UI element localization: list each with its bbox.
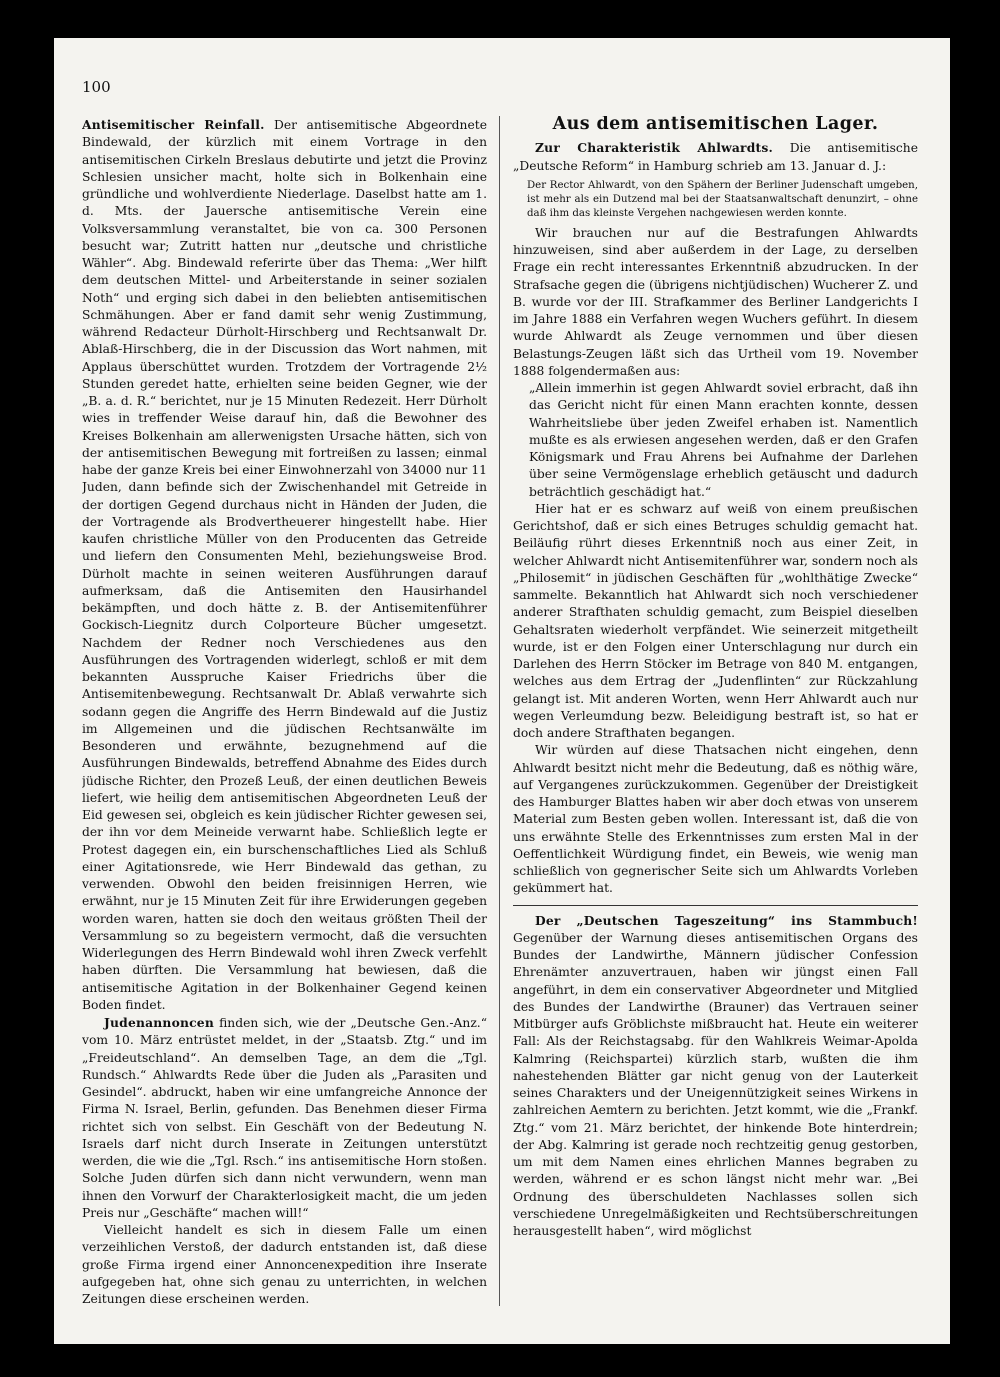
- article-heading: Der „Deutschen Tageszeitung“ ins Stammbuch!: [535, 912, 918, 928]
- section-title: Aus dem antisemitischen Lager.: [552, 116, 879, 134]
- column-divider: [499, 116, 500, 1306]
- court-quote: [529, 380, 918, 501]
- article-heading: Judenannoncen: [104, 1015, 214, 1030]
- article-charakteristik-ahlwardts: [513, 139, 918, 175]
- article-deutsche-tageszeitung: [513, 912, 918, 1241]
- article-body: finden sich, wie der „Deutsche Gen.-Anz.“ vom 10. März entrüstet meldet, in der „Staatsb. Ztg.“ und im „Freideutschland“. An demselben Tage, an dem die „Tgl. Rundsch.“ Ahlwardts Rede über die Juden als „Parasiten und Gesindel“. abdruckt, haben wir eine umfangreiche Annonce der Firma N. Israel, Berlin, gefunden. Das Benehmen dieser Firma richtet sich von selbst. Ein Geschäft von der Bedeutung N. Israels darf nicht durch Inserate in Zeitungen unterstützt werden, die wie die „Tgl. Rsch.“ ins antisemitische Horn stoßen. Solche Juden dürfen sich dann nicht verwundern, wenn man ihnen den Vorwurf der Charakterlosigkeit macht, die um jeden Preis nur „Geschäfte“ machen will!“: [82, 1016, 487, 1220]
- article-body: Die antisemitische „Deutsche Reform“ in Hamburg schrieb am 13. Januar d. J.:: [513, 141, 918, 173]
- article-heading: Zur Charakteristik Ahlwardts.: [535, 140, 774, 156]
- paragraph: Wir würden auf diese Thatsachen nicht eingehen, denn Ahlwardt besitzt nicht mehr die Bedeutung, daß es nöthig wäre, auf Vergangenes zurückzukommen. Gegenüber der Dreistigkeit des Hamburger Blattes haben wir aber doch etwas von unserem Material zum Besten geben wollen. Interessant ist, daß die von uns erwähnte Stelle des Erkenntnisses zum ersten Mal in der Oeffentlichkeit Würdigung findet, ein Beweis, wie wenig man schließlich von gegnerischer Seite sich um Ahlwardts Vorleben gekümmert hat.: [513, 743, 918, 896]
- article-body: Der antisemitische Abgeordnete Bindewald, der kürzlich mit einem Vortrage in den antisemitischen Cirkeln Breslaus debutirte und jetzt die Provinz Schlesien unsicher macht, holte sich in Bolkenhain eine gründliche und wohlverdiente Niederlage. Daselbst hatte am 1. d. Mts. der Jauersche antisemitische Verein eine Volksversammlung veranstaltet, bie von ca. 300 Personen besucht war; Zutritt hatten nur „deutsche und christliche Wähler“. Abg. Bindewald referirte über das Thema: „Wer hilft dem deutschen Mittel- und Arbeiterstande in seiner sozialen Noth“ und erging sich dabei in den beliebten antisemitischen Schmähungen. Aber er fand damit sehr wenig Zustimmung, während Redacteur Dürholt-Hirschberg und Rechtsanwalt Dr. Ablaß-Hirschberg, die in der Discussion das Wort nahmen, mit Applaus überschüttet wurden. Trotzdem der Vortragende 2½ Stunden geredet hatte, erhielten seine beiden Gegner, wie der „B. a. d. R.“ berichtet, nur je 15 Minuten Redezeit. Herr Dürholt wies in treffender Weise darauf hin, daß die Bewohner des Kreises Bolkenhain am allerwenigsten Ursache hätten, sich von der antisemitischen Bewegung mit fortreißen zu lassen; einmal habe der ganze Kreis bei einer Einwohnerzahl von 34000 nur 11 Juden, dann befinde sich der Zwischenhandel mit Getreide in der dortigen Gegend durchaus nicht in Händen der Juden, die der Vortragende als Brodvertheuerer hingestellt habe. Hier kaufen christliche Müller von den Producenten das Getreide und liefern den Consumenten Mehl, beziehungsweise Brod. Dürholt machte in seinen weiteren Ausführungen darauf aufmerksam, daß die Antisemiten den Hausirhandel bekämpften, und doch hätte z. B. der Antisemitenführer Gockisch-Liegnitz durch Colporteure Bücher umgesetzt. Nachdem der Redner noch Verschiedenes aus den Ausführungen des Vortragenden widerlegt, schloß er mit dem bekannten Ausspruche Kaiser Friedrichs über die Antisemitenbewegung. Rechtsanwalt Dr. Ablaß verwahrte sich sodann gegen die Angriffe des Herrn Bindewald auf die Justiz im Allgemeinen und die jüdischen Rechtsanwälte im Besonderen und erwähnte, bezugnehmend auf die Ausführungen Bindewalds, betreffend Abnahme des Eides durch jüdische Richter, den Prozeß Leuß, der einen deutlichen Beweis liefert, wie heilig dem antisemitischen Abgeordneten Leuß der Eid gewesen sei, obgleich es kein jüdischer Richter gewesen sei, der ihn vor dem Meineide verwarnt habe. Schließlich legte er Protest dagegen ein, ein burschenschaftliches Lied als Schluß einer Agitationsrede, wie Herr Bindewald das gethan, zu verwenden. Obwohl den beiden freisinnigen Herren, wie erwähnt, nur je 15 Minuten Zeit für ihre Erwiderungen gegeben worden waren, hatten sie doch den weitaus größten Theil der Versammlung so zu begeistern vermocht, daß die versuchten Widerlegungen des Herrn Bindewald wohl ihren Zweck verfehlt haben dürften. Die Versammlung hat bewiesen, daß die antisemitische Agitation in der Bolkenhainer Gegend keinen Boden findet.: [82, 118, 487, 1012]
- quote-text: „Allein immerhin ist gegen Ahlwardt soviel erbracht, daß ihn das Gericht nicht für einen Mann erachten konnte, dessen Wahrheitsliebe über jeden Zweifel erhaben ist. Namentlich mußte es als erwiesen angesehen werden, daß er den Grafen Königsmark und Frau Ahrens bei Aufnahme der Darlehen über seine Vermögenslage erheblich getäuscht und dadurch beträchtlich geschädigt hat.“: [529, 381, 918, 499]
- page-number: 100: [82, 78, 111, 96]
- quoted-excerpt: Der Rector Ahlwardt, von den Spähern der Berliner Judenschaft umgeben, ist mehr als ein Dutzend mal bei der Staatsanwaltschaft denunzirt, – ohne daß ihm das kleinste Vergehen nachgewiesen werden konnte.: [527, 179, 918, 219]
- article-judenannoncen: [82, 1014, 487, 1222]
- article-body: Gegenüber der Warnung dieses antisemitischen Organs des Bundes der Landwirthe, Männern jüdischer Confession Ehrenämter anzuvertrauen, haben wir jüngst einen Fall angeführt, in dem ein conservativer Abgeordneter und Mitglied des Bundes der Landwirthe (Brauner) das Vertrauen seiner Mitbürger aufs Gröblichste mißbraucht hat. Heute ein weiterer Fall: Als der Reichstagsabg. für den Wahlkreis Weimar-Apolda Kalmring (Reichspartei) kürzlich starb, wußten die ihm nahestehenden Blätter gar nicht genug von der Lauterkeit seines Charakters und der Uneigennützigkeit seines Wirkens in zahlreichen Aemtern zu berichten. Jetzt kommt, wie die „Frankf. Ztg.“ vom 21. März berichtet, der hinkende Bote hinterdrein; der Abg. Kalmring ist gerade noch rechtzeitig genug gestorben, um mit dem Namen eines ehrlichen Mannes begraben zu werden, während er es schon längst nicht mehr war. „Bei Ordnung des überschuldeten Nachlasses sollen sich verschiedene Unregelmäßigkeiten und Rechtsüberschreitungen herausgestellt haben“, wird möglichst: [513, 930, 918, 1238]
- paragraph: Wir brauchen nur auf die Bestrafungen Ahlwardts hinzuweisen, sind aber außerdem in der Lage, zu derselben Frage ein recht interessantes Erkenntniß abzudrucken. In der Strafsache gegen die (übrigens nichtjüdischen) Wucherer Z. und B. wurde vor der III. Strafkammer des Berliner Landgerichts I im Jahre 1888 ein Verfahren wegen Wuchers geführt. In diesem wurde Ahlwardt als Zeuge vernommen und über diesen Belastungs-Zeugen läßt sich das Urtheil vom 19. November 1888 folgendermaßen aus:: [513, 225, 918, 378]
- article-separator: [513, 905, 918, 906]
- article-heading: Antisemitischer Reinfall.: [82, 117, 265, 132]
- right-column: [513, 116, 918, 1316]
- left-column: [82, 116, 487, 1316]
- article-antisemitischer-reinfall: [82, 116, 487, 1014]
- article-judenannoncen-continued: Vielleicht handelt es sich in diesem Falle um einen verzeihlichen Verstoß, der dadurch entstanden ist, daß diese große Firma irgend einer Annoncenexpedition ihre Inserate aufgegeben hat, ohne sich genau zu unterrichten, in welchen Zeitungen diese erscheinen werden.: [82, 1223, 487, 1306]
- paragraph: Hier hat er es schwarz auf weiß von einem preußischen Gerichtshof, daß er sich eines Betruges schuldig gemacht hat. Beiläufig rührt dieses Erkenntniß noch aus einer Zeit, in welcher Ahlwardt nicht Antisemitenführer war, sondern noch als „Philosemit“ in jüdischen Geschäften für „wohlthätige Zwecke“ sammelte. Bekanntlich hat Ahlwardt sich noch verschiedener anderer Strafthaten schuldig gemacht, zum Beispiel dieselben Gehaltsraten wiederholt verpfändet. Wie seinerzeit mitgetheilt wurde, ist er den Folgen einer Unterschlagung nur durch ein Darlehen des Herrn Stöcker im Betrage von 840 M. entgangen, welches aus dem Ertrag der „Judenflinten“ zur Rückzahlung gelangt ist. Mit anderen Worten, wenn Herr Ahlwardt auch nur wegen Verleumdung bezw. Beleidigung bestraft ist, so hat er doch andere Strafthaten begangen.: [513, 501, 918, 740]
